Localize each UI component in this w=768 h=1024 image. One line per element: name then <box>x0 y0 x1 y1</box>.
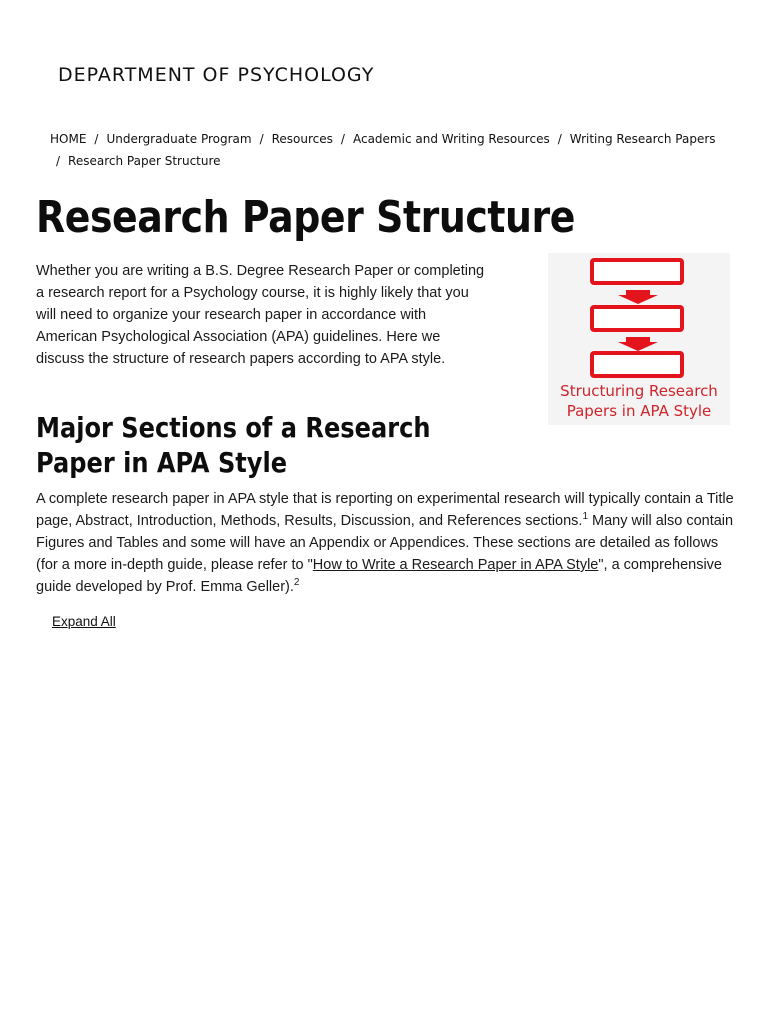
footnote-1: 1 <box>582 511 589 523</box>
structure-figure <box>548 253 730 425</box>
flowchart-arrow-1 <box>618 290 658 304</box>
page-title: Research Paper Structure <box>36 192 575 243</box>
flowchart-box-3 <box>592 353 682 376</box>
breadcrumb-separator: / <box>259 132 264 146</box>
breadcrumb-separator: / <box>94 132 99 146</box>
breadcrumb-resources[interactable]: Resources <box>271 132 333 146</box>
breadcrumb-undergraduate-program[interactable]: Undergraduate Program <box>106 132 252 146</box>
body-text-part2: Many will also contain Figures and Tables and some will have an Appendix or Appendices. These sections are detailed as follows (for a more in-depth guide, please refer to " <box>36 513 734 573</box>
flowchart-box-1 <box>592 260 682 283</box>
breadcrumb-separator: / <box>56 154 61 168</box>
department-title[interactable]: DEPARTMENT OF PSYCHOLOGY <box>58 64 375 86</box>
breadcrumb-separator: / <box>340 132 345 146</box>
breadcrumb <box>50 128 740 172</box>
flowchart-box-2 <box>592 307 682 330</box>
flowchart-graphic <box>548 253 730 383</box>
breadcrumb-home[interactable]: HOME <box>50 132 87 146</box>
expand-all-link[interactable]: Expand All <box>52 614 116 629</box>
sections-paragraph <box>36 488 736 598</box>
guide-link[interactable]: How to Write a Research Paper in APA Style <box>312 557 599 573</box>
flowchart-arrow-2 <box>618 337 658 351</box>
section-heading: Major Sections of a Research Paper in APA Style <box>36 411 431 479</box>
figure-caption-line2: Papers in APA Style <box>566 402 712 420</box>
intro-paragraph: Whether you are writing a B.S. Degree Research Paper or completing a research report for a Psychology course, it is highly likely that you will need to organize your research paper in accordance with American Psychological Association (APA) guidelines. Here we discuss the structure of research papers according to APA style. <box>36 263 485 367</box>
breadcrumb-separator: / <box>557 132 562 146</box>
figure-caption <box>548 381 730 421</box>
breadcrumb-current: Research Paper Structure <box>68 154 221 168</box>
footnote-2: 2 <box>293 577 300 589</box>
breadcrumb-writing-research-papers[interactable]: Writing Research Papers <box>569 132 716 146</box>
body-text-part1: A complete research paper in APA style that is reporting on experimental research will typically contain a Title page, Abstract, Introduction, Methods, Results, Discussion, and References sections. <box>36 491 734 529</box>
breadcrumb-academic-writing-resources[interactable]: Academic and Writing Resources <box>352 132 550 146</box>
body-text-part3: ", a comprehensive guide developed by Prof. Emma Geller). <box>36 557 722 595</box>
figure-caption-line1: Structuring Research <box>560 382 718 400</box>
